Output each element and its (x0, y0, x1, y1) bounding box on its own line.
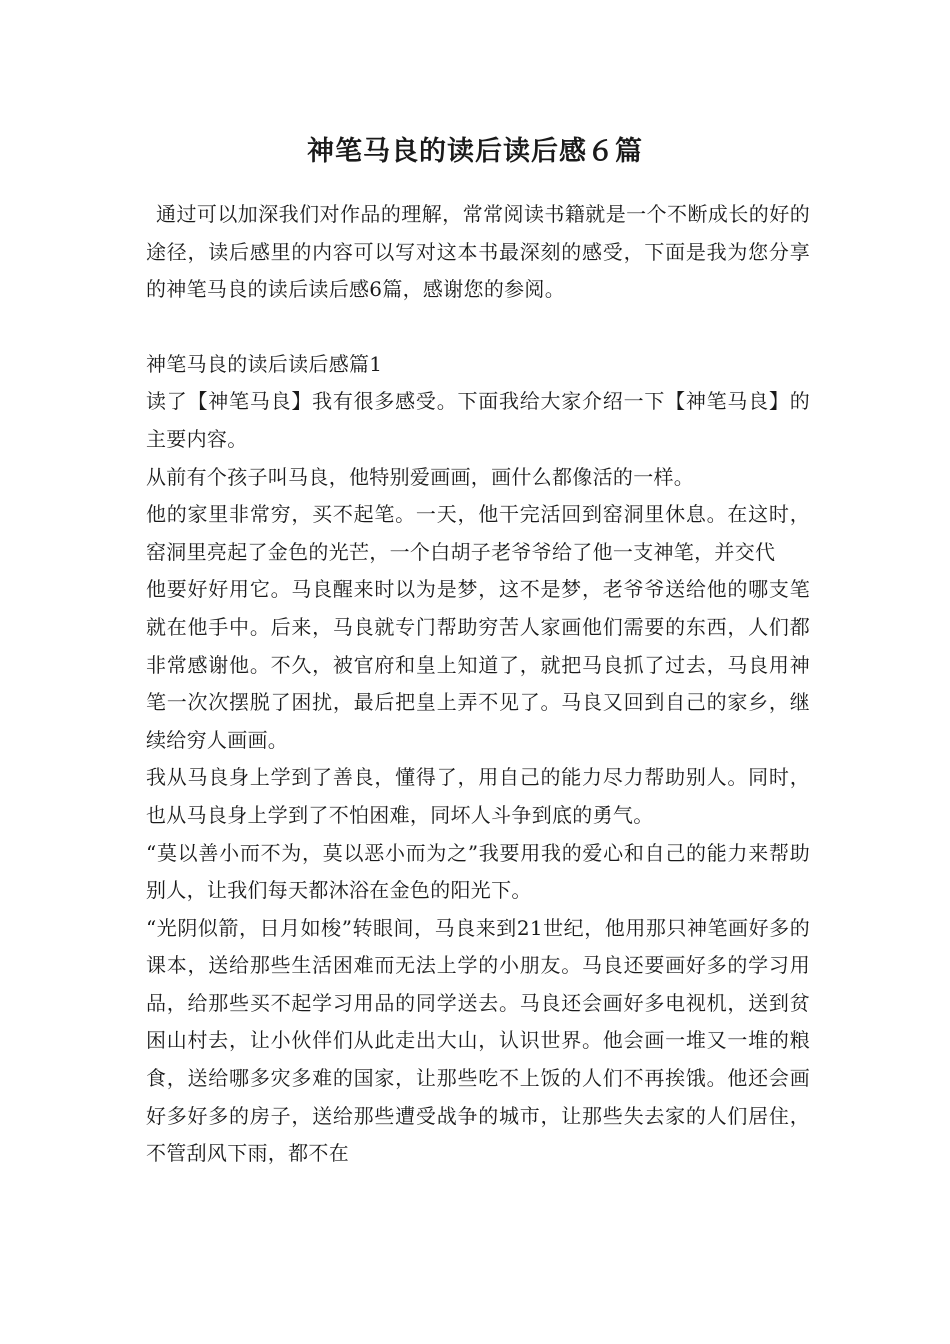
paragraph-5: 我从马良身上学到了善良，懂得了，用自己的能力尽力帮助别人。同时，也从马良身上学到了不怕困难，同坏人斗争到底的勇气。 (146, 765, 810, 827)
paragraph-4: 他要好好用它。马良醒来时以为是梦，这不是梦，老爷爷送给他的哪支笔就在他手中。后来，马良就专门帮助穷苦人家画他们需要的东西，人们都非常感谢他。不久，被官府和皇上知道了，就把马良抓了过去，马良用神笔一次次摆脱了困扰，最后把皇上弄不见了。马良又回到自己的家乡，继续给穷人画画。 (146, 577, 810, 752)
document-body (146, 196, 810, 1173)
intro-paragraph: 通过可以加深我们对作品的理解，常常阅读书籍就是一个不断成长的好的途径，读后感里的内容可以写对这本书最深刻的感受，下面是我为您分享的神笔马良的读后读后感6篇，感谢您的参阅。 (146, 202, 810, 302)
section-heading: 神笔马良的读后读后感篇1 (146, 351, 383, 376)
paragraph-7: “光阴似箭，日月如梭”转眼间，马良来到21世纪，他用那只神笔画好多的课本，送给那些生活困难而无法上学的小朋友。马良还要画好多的学习用品，给那些买不起学习用品的同学送去。马良还会画好多电视机，送到贫困山村去，让小伙伴们从此走出大山，认识世界。他会画一堆又一堆的粮食，送给哪多灾多难的国家，让那些吃不上饭的人们不再挨饿。他还会画好多好多的房子，送给那些遭受战争的城市，让那些失去家的人们居住，不管刮风下雨，都不在 (146, 915, 810, 1166)
paragraph-6: “莫以善小而不为，莫以恶小而为之”我要用我的爱心和自己的能力来帮助别人，让我们每天都沐浴在金色的阳光下。 (146, 840, 810, 903)
paragraph-3: 他的家里非常穷，买不起笔。一天，他干完活回到窑洞里休息。在这时，窑洞里亮起了金色的光芒，一个白胡子老爷爷给了他一支神笔，并交代 (146, 502, 810, 564)
paragraph-spacer (146, 309, 810, 346)
paragraph-2: 从前有个孩子叫马良，他特别爱画画，画什么都像活的一样。 (146, 464, 695, 489)
document-title: 神笔马良的读后读后感６篇 (307, 136, 643, 167)
paragraph-1: 读了【神笔马良】我有很多感受。下面我给大家介绍一下【神笔马良】的主要内容。 (146, 389, 810, 451)
